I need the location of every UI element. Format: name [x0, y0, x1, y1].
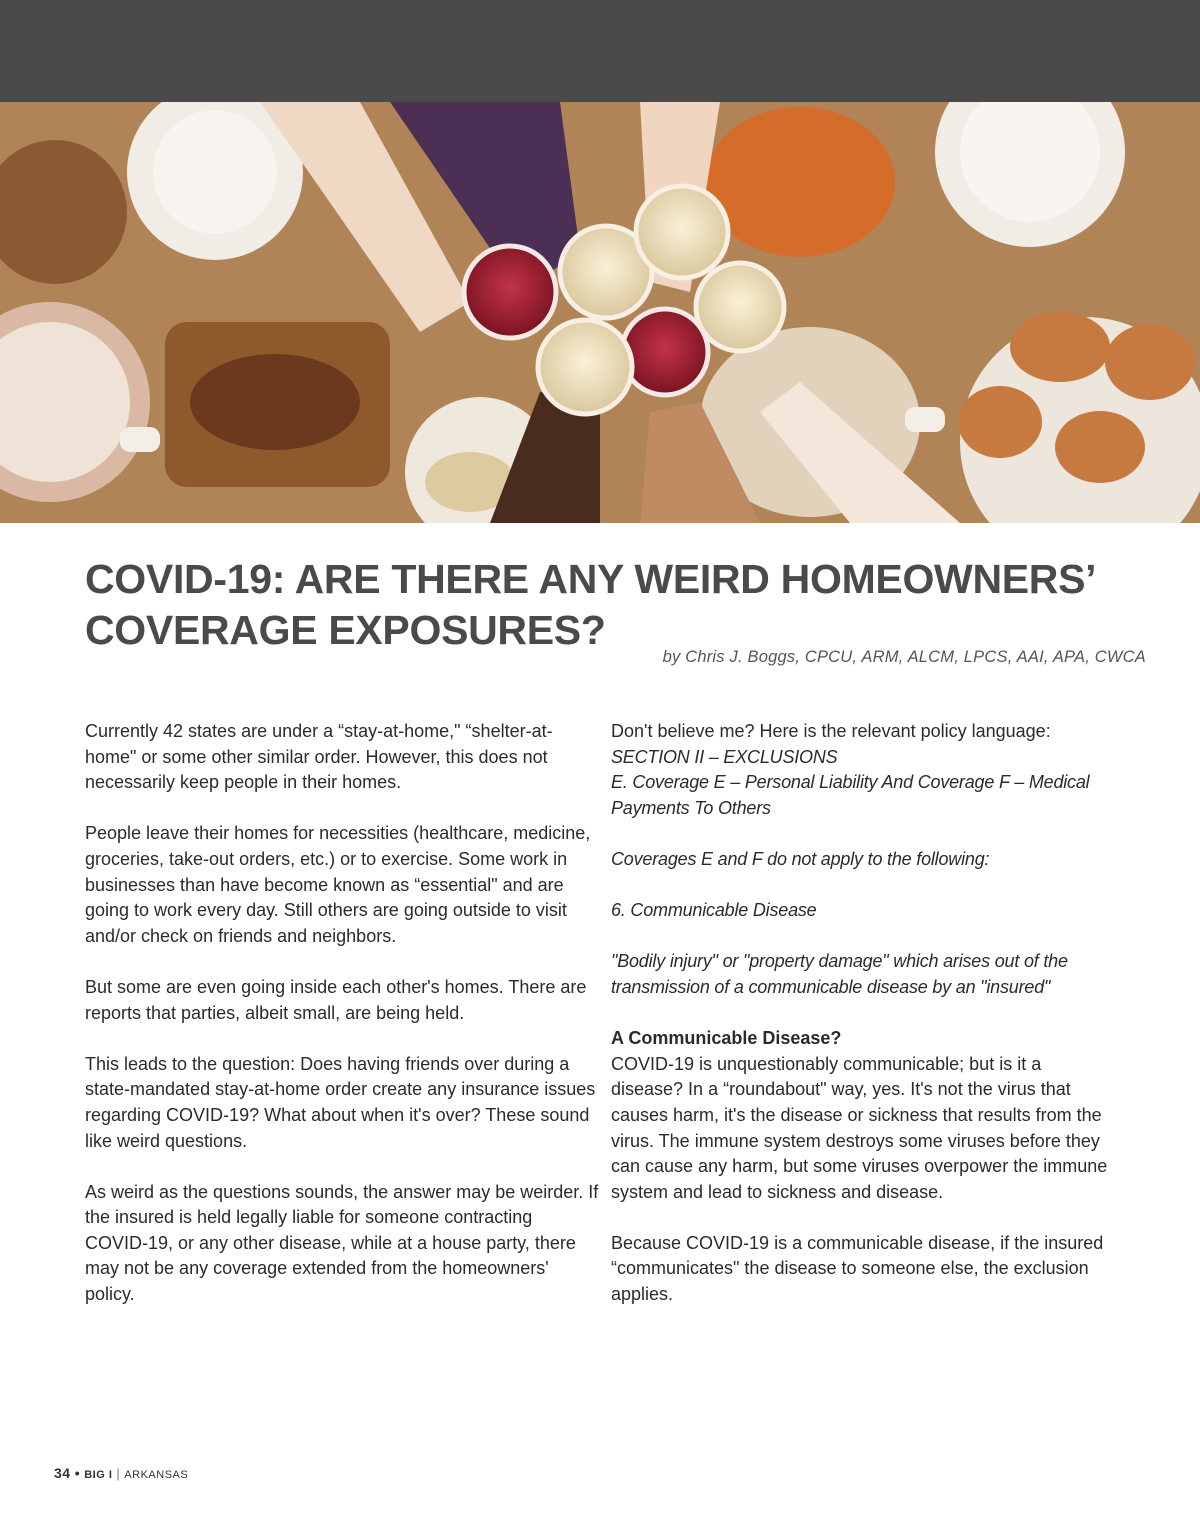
policy-coverage-heading: E. Coverage E – Personal Liability And Coverage F – Medical Payments To Others [611, 772, 1090, 818]
policy-intro: Don't believe me? Here is the relevant policy language: [611, 721, 1051, 741]
footer-separator: | [116, 1466, 121, 1481]
policy-not-apply: Coverages E and F do not apply to the following: [611, 848, 990, 869]
paragraph: People leave their homes for necessities (healthcare, medicine, groceries, take-out orders, etc.) or to exercise. Some work in businesses than have become known as “essential" and are going to work every day. Still others are going outside to visit and/or check on friends and neighbors. [85, 823, 591, 946]
footer-region: ARKANSAS [124, 1469, 189, 1481]
left-column [85, 719, 600, 1333]
policy-block [611, 719, 1116, 821]
top-banner-bar [0, 0, 1200, 102]
paragraph: COVID-19 is unquestionably communicable; but is it a disease? In a “roundabout" way, yes. It's not the virus that causes harm, it's the disease or sickness that results from the virus. The immune system destroys some viruses before they can cause any harm, but some viruses overpower the immune system and lead to sickness and disease. [611, 1053, 1108, 1202]
section-subhead: A Communicable Disease? [611, 1028, 842, 1049]
paragraph: As weird as the questions sounds, the answer may be weirder. If the insured is held legally liable for someone contracting COVID-19, or any other disease, while at a house party, there may not be any coverage extended from the homeowners' policy. [85, 1181, 599, 1305]
page-footer [54, 1465, 188, 1481]
article-byline: by Chris J. Boggs, CPCU, ARM, ALCM, LPCS, AAI, APA, CWCA [662, 648, 1146, 666]
policy-section-heading: SECTION II – EXCLUSIONS [611, 746, 838, 767]
article-title: COVID-19: ARE THERE ANY WEIRD HOMEOWNERS’ COVERAGE EXPOSURES? [85, 556, 1094, 653]
right-column [611, 719, 1116, 1333]
policy-quote: "Bodily injury" or "property damage" which arises out of the transmission of a communicable disease by an "insured" [611, 951, 1068, 997]
page-number: 34 [54, 1465, 71, 1481]
paragraph: Currently 42 states are under a “stay-at-home," “shelter-at-home" or some other similar order. However, this does not necessarily keep people in their homes. [85, 721, 553, 793]
policy-item-6: 6. Communicable Disease [611, 900, 817, 921]
hero-image-toast [0, 102, 1200, 523]
footer-bullet: • [74, 1465, 81, 1481]
disease-section [611, 1026, 1116, 1205]
paragraph: Because COVID-19 is a communicable disease, if the insured “communicates" the disease to someone else, the exclusion applies. [611, 1232, 1104, 1305]
footer-brand: BIG I [84, 1469, 113, 1481]
paragraph: This leads to the question: Does having friends over during a state-mandated stay-at-home order create any insurance issues regarding COVID-19? What about when it's over? These sound like weird questions. [85, 1053, 596, 1151]
paragraph: But some are even going inside each other's homes. There are reports that parties, albeit small, are being held. [85, 976, 587, 1023]
